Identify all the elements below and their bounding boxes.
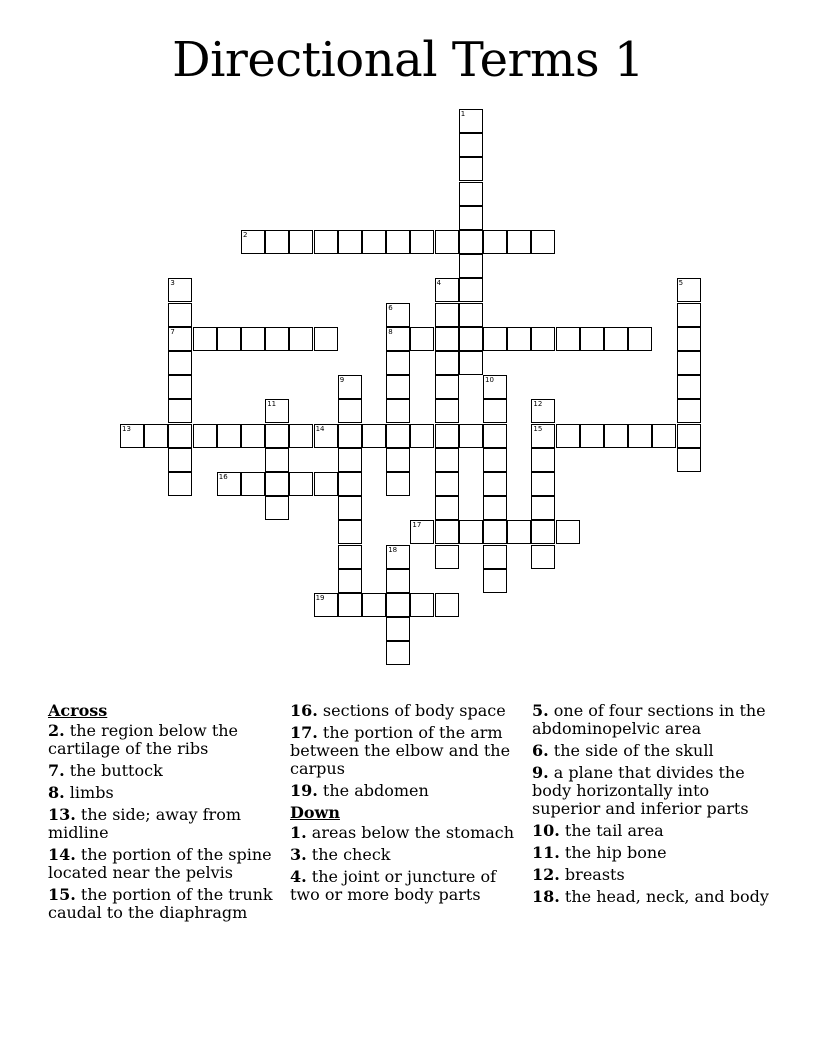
grid-cell[interactable] <box>338 593 362 617</box>
clue-text: the head, neck, and body <box>559 887 769 906</box>
grid-cell[interactable] <box>386 545 410 569</box>
clue-number: 1 <box>460 110 466 118</box>
grid-cell[interactable] <box>386 593 410 617</box>
grid-cell[interactable] <box>459 327 483 351</box>
grid-cell[interactable] <box>459 303 483 327</box>
grid-cell[interactable] <box>265 399 289 423</box>
grid-cell[interactable] <box>652 424 676 448</box>
grid-cell[interactable] <box>435 278 459 302</box>
clue-number: 7 <box>170 327 175 336</box>
grid-cell[interactable] <box>265 496 289 520</box>
grid-cell[interactable] <box>386 375 410 399</box>
clue-number-label: 9. <box>532 763 549 782</box>
clue-text: the check <box>306 845 391 864</box>
grid-cell[interactable] <box>435 496 459 520</box>
grid-cell[interactable] <box>410 230 434 254</box>
clue-number-label: 5. <box>532 701 549 720</box>
grid-cell[interactable] <box>435 448 459 472</box>
down-clue <box>532 866 770 884</box>
grid-cell[interactable] <box>459 182 483 206</box>
grid-cell[interactable] <box>677 424 701 448</box>
grid-cell[interactable] <box>531 327 555 351</box>
across-clue <box>290 724 528 778</box>
grid-cell[interactable] <box>677 278 701 302</box>
down-clue <box>532 888 770 906</box>
grid-cell[interactable] <box>483 327 507 351</box>
grid-cell[interactable] <box>507 230 531 254</box>
grid-cell[interactable] <box>338 569 362 593</box>
grid-cell[interactable] <box>362 593 386 617</box>
down-clue <box>290 846 528 864</box>
across-header: Across <box>48 701 108 720</box>
grid-cell[interactable] <box>531 424 555 448</box>
grid-cell[interactable] <box>531 520 555 544</box>
page-title: Directional Terms 1 <box>172 32 644 88</box>
grid-cell[interactable] <box>677 448 701 472</box>
clue-text: the tail area <box>559 821 664 840</box>
clue-number: 15 <box>533 424 543 433</box>
grid-cell[interactable] <box>217 472 241 496</box>
grid-cell[interactable] <box>459 424 483 448</box>
grid-cell[interactable] <box>507 327 531 351</box>
grid-cell[interactable] <box>314 230 338 254</box>
grid-cell[interactable] <box>265 448 289 472</box>
clue-number-label: 14. <box>48 845 76 864</box>
grid-cell[interactable] <box>386 448 410 472</box>
grid-cell[interactable] <box>677 327 701 351</box>
down-header: Down <box>290 803 340 822</box>
down-clue <box>290 868 528 904</box>
clue-number: 5 <box>678 279 684 288</box>
grid-cell[interactable] <box>168 472 192 496</box>
grid-cell[interactable] <box>338 496 362 520</box>
grid-cell[interactable] <box>289 230 313 254</box>
clue-text: the portion of the arm between the elbow and the carpus <box>290 723 511 778</box>
grid-cell[interactable] <box>531 399 555 423</box>
grid-cell[interactable] <box>338 448 362 472</box>
grid-cell[interactable] <box>531 448 555 472</box>
down-clue <box>532 822 770 840</box>
clue-number: 10 <box>485 376 494 385</box>
clues-column-3 <box>532 702 770 910</box>
clue-number: 2 <box>243 231 248 239</box>
grid-cell[interactable] <box>507 520 531 544</box>
grid-cell[interactable] <box>677 303 701 327</box>
grid-cell[interactable] <box>459 254 483 278</box>
grid-cell[interactable] <box>314 327 338 351</box>
across-clue <box>290 782 528 800</box>
clue-text: one of four sections in the abdominopelvic area <box>532 701 766 738</box>
grid-cell[interactable] <box>628 327 652 351</box>
clue-number-label: 15. <box>48 885 76 904</box>
down-clue <box>532 764 770 818</box>
grid-cell[interactable] <box>435 545 459 569</box>
grid-cell[interactable] <box>338 424 362 448</box>
grid-cell[interactable] <box>386 351 410 375</box>
clue-number-label: 17. <box>290 723 318 742</box>
grid-cell[interactable] <box>168 399 192 423</box>
grid-cell[interactable] <box>483 424 507 448</box>
grid-cell[interactable] <box>556 520 580 544</box>
grid-cell[interactable] <box>435 375 459 399</box>
clue-text: the side; away from midline <box>48 805 242 842</box>
grid-cell[interactable] <box>241 472 265 496</box>
grid-cell[interactable] <box>265 230 289 254</box>
clue-number-label: 6. <box>532 741 549 760</box>
clue-text: the portion of the trunk caudal to the diaphragm <box>48 885 273 922</box>
grid-cell[interactable] <box>193 424 217 448</box>
grid-cell[interactable] <box>459 278 483 302</box>
grid-cell[interactable] <box>435 593 459 617</box>
grid-cell[interactable] <box>459 157 483 181</box>
clue-number-label: 10. <box>532 821 560 840</box>
grid-cell[interactable] <box>168 351 192 375</box>
grid-cell[interactable] <box>435 351 459 375</box>
across-clue <box>48 886 288 922</box>
clue-number-label: 4. <box>290 867 307 886</box>
grid-cell[interactable] <box>483 545 507 569</box>
clue-text: the hip bone <box>559 843 667 862</box>
grid-cell[interactable] <box>241 327 265 351</box>
grid-cell[interactable] <box>386 424 410 448</box>
grid-cell[interactable] <box>580 424 604 448</box>
grid-cell[interactable] <box>386 569 410 593</box>
across-clue <box>48 806 288 842</box>
across-clue <box>290 702 528 720</box>
grid-cell[interactable] <box>483 569 507 593</box>
grid-cell[interactable] <box>531 472 555 496</box>
clue-number: 14 <box>315 424 325 433</box>
grid-cell[interactable] <box>386 303 410 327</box>
grid-cell[interactable] <box>217 424 241 448</box>
grid-cell[interactable] <box>338 545 362 569</box>
grid-cell[interactable] <box>410 424 434 448</box>
clue-number: 6 <box>388 303 393 312</box>
clue-number-label: 16. <box>290 701 318 720</box>
grid-cell[interactable] <box>217 327 241 351</box>
clue-number-label: 11. <box>532 843 560 862</box>
grid-cell[interactable] <box>168 375 192 399</box>
grid-cell[interactable] <box>289 472 313 496</box>
grid-cell[interactable] <box>362 424 386 448</box>
grid-cell[interactable] <box>386 472 410 496</box>
grid-cell[interactable] <box>338 472 362 496</box>
grid-cell[interactable] <box>314 424 338 448</box>
grid-cell[interactable] <box>435 327 459 351</box>
grid-cell[interactable] <box>338 399 362 423</box>
clue-number-label: 7. <box>48 761 65 780</box>
grid-cell[interactable] <box>459 351 483 375</box>
grid-cell[interactable] <box>556 424 580 448</box>
across-clue <box>48 722 288 758</box>
clue-number: 13 <box>122 424 131 433</box>
clue-number-label: 3. <box>290 845 307 864</box>
down-clue <box>290 824 528 842</box>
grid-cell[interactable] <box>483 496 507 520</box>
grid-cell[interactable] <box>604 327 628 351</box>
grid-cell[interactable] <box>386 641 410 665</box>
down-clue <box>532 844 770 862</box>
grid-cell[interactable] <box>144 424 168 448</box>
grid-cell[interactable] <box>459 520 483 544</box>
grid-cell[interactable] <box>386 327 410 351</box>
grid-cell[interactable] <box>386 399 410 423</box>
grid-cell[interactable] <box>289 327 313 351</box>
grid-cell[interactable] <box>483 520 507 544</box>
grid-cell[interactable] <box>410 593 434 617</box>
grid-cell[interactable] <box>531 230 555 254</box>
grid-cell[interactable] <box>314 593 338 617</box>
grid-cell[interactable] <box>241 230 265 254</box>
grid-cell[interactable] <box>459 206 483 230</box>
clue-number-label: 2. <box>48 721 65 740</box>
grid-cell[interactable] <box>531 496 555 520</box>
grid-cell[interactable] <box>338 520 362 544</box>
clue-number: 12 <box>533 400 543 409</box>
grid-cell[interactable] <box>677 399 701 423</box>
grid-cell[interactable] <box>120 424 144 448</box>
grid-cell[interactable] <box>628 424 652 448</box>
grid-cell[interactable] <box>435 399 459 423</box>
clue-text: the buttock <box>64 761 163 780</box>
grid-cell[interactable] <box>386 617 410 641</box>
clue-number-label: 18. <box>532 887 560 906</box>
clues-column-1 <box>48 702 288 926</box>
grid-cell[interactable] <box>459 133 483 157</box>
grid-cell[interactable] <box>483 399 507 423</box>
grid-cell[interactable] <box>556 327 580 351</box>
grid-cell[interactable] <box>193 327 217 351</box>
grid-cell[interactable] <box>677 351 701 375</box>
clue-number: 9 <box>339 376 345 385</box>
clue-number: 4 <box>436 279 442 288</box>
grid-cell[interactable] <box>604 424 628 448</box>
grid-cell[interactable] <box>435 472 459 496</box>
across-clue <box>48 762 288 780</box>
clue-number: 11 <box>267 400 277 409</box>
grid-cell[interactable] <box>483 472 507 496</box>
clue-text: the abdomen <box>317 781 429 800</box>
down-clue <box>532 702 770 738</box>
clue-text: the portion of the spine located near the pelvis <box>48 845 272 882</box>
grid-cell[interactable] <box>265 472 289 496</box>
grid-cell[interactable] <box>338 230 362 254</box>
clue-number-label: 1. <box>290 823 307 842</box>
grid-cell[interactable] <box>362 230 386 254</box>
clue-number-label: 8. <box>48 783 65 802</box>
grid-cell[interactable] <box>241 424 265 448</box>
grid-cell[interactable] <box>410 520 434 544</box>
grid-cell[interactable] <box>483 375 507 399</box>
grid-cell[interactable] <box>314 472 338 496</box>
clue-number-label: 13. <box>48 805 76 824</box>
clue-number-label: 19. <box>290 781 318 800</box>
clues-column-2 <box>290 702 528 908</box>
grid-cell[interactable] <box>168 424 192 448</box>
grid-cell[interactable] <box>435 520 459 544</box>
grid-cell[interactable] <box>265 424 289 448</box>
grid-cell[interactable] <box>435 303 459 327</box>
clue-text: the side of the skull <box>548 741 714 760</box>
clue-number: 17 <box>412 521 422 530</box>
clue-text: breasts <box>559 865 625 884</box>
grid-cell[interactable] <box>168 278 192 302</box>
clue-text: a plane that divides the body horizontally into superior and inferior parts <box>532 763 749 818</box>
grid-cell[interactable] <box>435 230 459 254</box>
grid-cell[interactable] <box>580 327 604 351</box>
clue-text: the region below the cartilage of the ribs <box>48 721 239 758</box>
across-clue <box>48 846 288 882</box>
grid-cell[interactable] <box>386 230 410 254</box>
grid-cell[interactable] <box>410 327 434 351</box>
grid-cell[interactable] <box>168 303 192 327</box>
grid-cell[interactable] <box>677 375 701 399</box>
grid-cell[interactable] <box>531 545 555 569</box>
clue-number: 3 <box>170 279 175 288</box>
grid-cell[interactable] <box>483 448 507 472</box>
clue-text: limbs <box>64 783 114 802</box>
grid-cell[interactable] <box>435 424 459 448</box>
grid-cell[interactable] <box>459 109 483 133</box>
grid-cell[interactable] <box>483 230 507 254</box>
clue-text: areas below the stomach <box>306 823 515 842</box>
clue-number-label: 12. <box>532 865 560 884</box>
grid-cell[interactable] <box>459 230 483 254</box>
across-clue <box>48 784 288 802</box>
down-clue <box>532 742 770 760</box>
grid-cell[interactable] <box>168 327 192 351</box>
clue-number: 19 <box>315 594 325 602</box>
grid-cell[interactable] <box>168 448 192 472</box>
clue-number: 8 <box>388 327 393 336</box>
grid-cell[interactable] <box>338 375 362 399</box>
clue-text: the joint or juncture of two or more body parts <box>290 867 496 904</box>
clue-number: 16 <box>218 473 228 481</box>
grid-cell[interactable] <box>289 424 313 448</box>
clue-text: sections of body space <box>317 701 506 720</box>
grid-cell[interactable] <box>265 327 289 351</box>
clue-number: 18 <box>388 545 398 554</box>
